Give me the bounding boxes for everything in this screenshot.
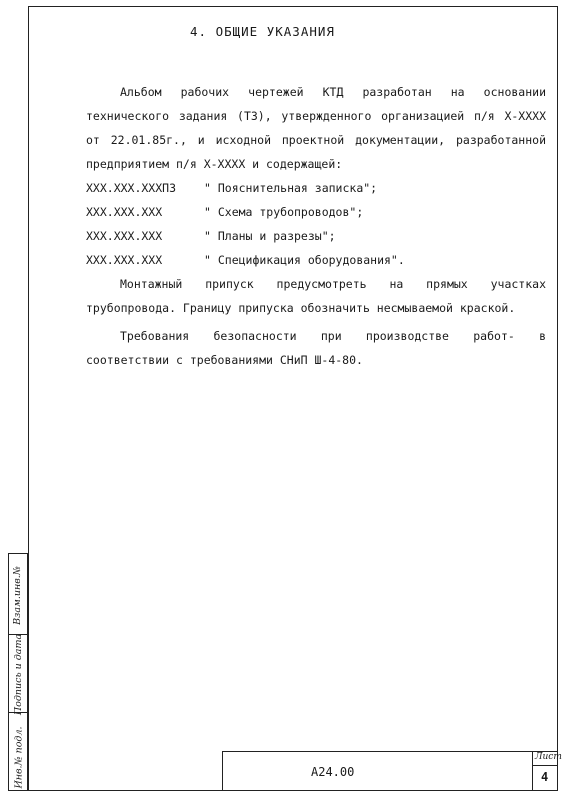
intro-paragraph: Альбом рабочих чертежей КТД разработан на основании технического задания (ТЗ), утвержденного организацией п/я Х-ХХХХ от 22.01.85г., и исходной проектной документации, разработанной предприятием п/я Х-ХХХХ и содержащей:	[86, 85, 546, 171]
spec-code: ХХХ.ХХХ.ХХХПЗ	[86, 181, 177, 195]
sheet-number: 4	[541, 770, 549, 784]
list-item	[86, 176, 546, 200]
spec-title: " Планы и разрезы";	[204, 229, 336, 243]
title-block	[222, 751, 562, 791]
spec-title: " Спецификация оборудования".	[204, 253, 405, 267]
sheet-cell	[532, 752, 562, 791]
sidebar-label-inv: Инв.№ подл.	[13, 726, 25, 789]
spec-title: " Пояснительная записка";	[204, 181, 378, 195]
sheet-divider	[533, 765, 558, 766]
document-body	[86, 80, 546, 372]
spec-code: ХХХ.ХХХ.ХХХ	[86, 205, 163, 219]
mounting-paragraph: Монтажный припуск предусмотреть на прямых участках трубопровода. Границу припуска обозначить несмываемой краской.	[86, 277, 546, 315]
list-item	[86, 224, 546, 248]
spec-list	[86, 176, 546, 272]
document-code: А24.00	[311, 765, 355, 779]
spec-code: ХХХ.ХХХ.ХХХ	[86, 253, 163, 267]
spec-code: ХХХ.ХХХ.ХХХ	[86, 229, 163, 243]
spec-title: " Схема трубопроводов";	[204, 205, 364, 219]
sidebar-label-signature: Подпись и дата	[13, 633, 25, 716]
list-item	[86, 248, 546, 272]
safety-paragraph: Требования безопасности при производстве работ- в соответствии с требованиями СНиП Ш-4-80.	[86, 329, 546, 367]
list-item	[86, 200, 546, 224]
sidebar-label-replace: Взам.инв.№	[11, 566, 23, 625]
sheet-label: Лист	[535, 752, 562, 762]
approval-sidebar	[8, 553, 28, 791]
section-title: 4. ОБЩИЕ УКАЗАНИЯ	[190, 24, 335, 39]
